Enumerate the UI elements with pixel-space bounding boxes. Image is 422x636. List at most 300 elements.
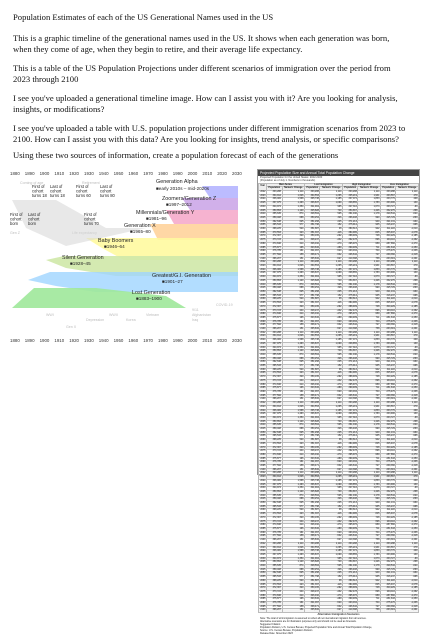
table-cell: 332,276 <box>380 350 395 354</box>
table-cell: 269,366 <box>380 465 395 469</box>
table-cell: -996 <box>396 365 419 369</box>
table-cell: 279 <box>396 476 419 480</box>
table-cell: 300,229 <box>380 446 395 450</box>
table-cell: 351,798 <box>305 505 320 509</box>
table-cell: -1,185 <box>396 516 419 520</box>
table-cell: 845 <box>358 583 381 587</box>
table-cell: 263,319 <box>380 328 395 332</box>
table-cell: -1,274 <box>396 594 419 598</box>
faint-label: Depression <box>86 318 105 322</box>
table-cell: 2080 <box>260 524 266 527</box>
table-cell: 337,072 <box>342 409 357 413</box>
axis-year-label: 1900 <box>39 338 50 343</box>
table-cell: -1,254 <box>396 316 419 320</box>
table-cell: -1,254 <box>396 387 419 391</box>
table-cell: 335,738 <box>305 479 320 483</box>
table-cell: 341,904 <box>305 205 320 209</box>
table-cell: 1,853 <box>358 479 381 483</box>
table-cell: 350,254 <box>305 357 320 361</box>
table-cell: -1,236 <box>396 602 419 606</box>
table-cell: 338,855 <box>342 483 357 487</box>
table-cell: 209 <box>396 409 419 413</box>
table-cell: 370,553 <box>267 372 282 376</box>
table-cell: -116 <box>320 372 343 376</box>
table-cell: 940 <box>358 361 381 365</box>
table-cell: 329,544 <box>380 213 395 217</box>
table-cell: 341,097 <box>305 250 320 254</box>
faint-label: Afghanistan <box>192 313 211 317</box>
generation-years: ■1928–45 <box>70 261 91 266</box>
table-cell: -527 <box>320 257 343 261</box>
table-cell: 711 <box>358 598 381 602</box>
table-cell: -1,201 <box>396 257 419 261</box>
table-cell: 1,099 <box>320 553 343 557</box>
table-cell: 410,398 <box>342 257 357 261</box>
table-cell: 337,975 <box>267 553 282 557</box>
table-cell: 333,288 <box>267 402 282 406</box>
table-cell: 2085 <box>260 457 266 460</box>
table-cell: 1,568 <box>282 268 305 272</box>
cohort-label: Last of cohort turns 80 <box>100 184 115 198</box>
table-cell: 366,408 <box>342 216 357 220</box>
table-cell: 348,247 <box>305 450 320 454</box>
table-cell: 403,034 <box>342 531 357 535</box>
table-cell: 392,478 <box>342 309 357 313</box>
table-cell: 263,319 <box>380 257 395 261</box>
table-cell: 2025 <box>260 413 266 416</box>
table-cell: 2085 <box>260 528 266 530</box>
table-cell: -996 <box>396 505 419 509</box>
table-cell: 874 <box>282 213 305 217</box>
table-cell: 375,877 <box>267 246 282 250</box>
table-cell: 2095 <box>260 324 266 327</box>
table-cell: 38 <box>320 439 343 443</box>
table-cell: 334,914 <box>267 265 282 269</box>
table-cell: 130 <box>396 342 419 346</box>
table-cell: -1,236 <box>396 461 419 465</box>
generation-name: Silent Generation <box>62 255 104 261</box>
table-cell: 748 <box>358 235 381 239</box>
table-cell: 361,040 <box>342 353 357 357</box>
table-cell: 332,276 <box>380 561 395 565</box>
table-cell: 2055 <box>260 224 266 227</box>
table-cell: -1,201 <box>396 539 419 543</box>
table-cell: -368 <box>396 209 419 213</box>
table-cell: 325,729 <box>380 428 395 432</box>
table-cell: 845 <box>358 231 381 235</box>
table-cell: 335,832 <box>305 257 320 261</box>
table-cell: 354,667 <box>342 420 357 424</box>
table-cell: 1,114 <box>282 331 305 335</box>
table-cell: 347,316 <box>342 276 357 280</box>
table-cell: 2090 <box>260 531 266 534</box>
table-cell: 1,114 <box>282 191 305 195</box>
table-cell: 344,974 <box>267 487 282 491</box>
table-cell: 2035 <box>260 561 266 564</box>
table-cell: 341,097 <box>305 531 320 535</box>
table-cell: -1,201 <box>396 468 419 472</box>
table-cell: -1,254 <box>396 528 419 532</box>
axis-year-label: 2010 <box>202 338 213 343</box>
table-cell: 874 <box>282 565 305 569</box>
table-cell: 348,564 <box>305 494 320 498</box>
table-cell: -292 <box>320 587 343 591</box>
table-cell: 351,268 <box>305 572 320 576</box>
table-cell: 337,975 <box>267 202 282 206</box>
table-cell: 2040 <box>260 283 266 286</box>
table-cell: 2100 <box>260 328 266 331</box>
faint-label: COVID-19 <box>216 303 233 307</box>
table-cell: 341,097 <box>305 320 320 324</box>
axis-year-label: 2020 <box>217 171 227 176</box>
table-cell: 320 <box>282 587 305 591</box>
table-cell: 2030 <box>260 416 266 419</box>
table-cell: -368 <box>396 420 419 424</box>
table-cell: -432 <box>320 590 343 594</box>
table-cell: -1,254 <box>396 246 419 250</box>
table-cell: 351,798 <box>305 435 320 439</box>
table-cell: 2085 <box>260 387 266 390</box>
table-cell: -527 <box>320 539 343 543</box>
table-cell: 748 <box>358 446 381 450</box>
table-cell: 2045 <box>260 287 266 290</box>
table-cell: 1,493 <box>282 413 305 417</box>
table-cell: 689 <box>358 383 381 387</box>
table-cell: 689 <box>358 313 381 317</box>
faint-label: WWII <box>109 313 118 317</box>
table-cell: 348,247 <box>305 379 320 383</box>
table-cell: 351,268 <box>305 431 320 435</box>
generation-years: ■early 2010s – mid-2020s <box>156 186 210 191</box>
table-cell: 350,853 <box>267 279 282 283</box>
table-cell: 275,476 <box>380 390 395 394</box>
table-cell: 348,564 <box>305 283 320 287</box>
table-cell: 696 <box>358 590 381 594</box>
table-cell: 1,178 <box>358 353 381 357</box>
table-cell: 245 <box>320 220 343 224</box>
table-cell: -116 <box>320 442 343 446</box>
faint-label: Coming of age <box>20 181 44 185</box>
table-cell: 505 <box>320 283 343 287</box>
table-cell: 1,185 <box>320 550 343 554</box>
table-cell: -1,201 <box>396 398 419 402</box>
table-cell: 214 <box>282 594 305 598</box>
table-cell: -1,254 <box>396 457 419 461</box>
table-cell: 333,776 <box>380 479 395 483</box>
table-cell: -489 <box>320 316 343 320</box>
table-cell: 354,667 <box>342 279 357 283</box>
table-cell: 2025 <box>260 483 266 486</box>
table-cell: 366,207 <box>267 539 282 543</box>
table-cell: -996 <box>396 224 419 228</box>
table-cell: 320 <box>282 446 305 450</box>
table-cell: 520 <box>282 298 305 302</box>
table-cell: 1,178 <box>358 565 381 569</box>
table-note: Source: U.S. Census Bureau, Population Division <box>260 629 313 633</box>
table-cell: 245 <box>320 431 343 435</box>
table-cell: 326 <box>320 287 343 291</box>
table-cell: 350,254 <box>305 216 320 220</box>
table-cell: 316,247 <box>380 576 395 580</box>
table-cell: 326 <box>320 498 343 502</box>
table-cell: 320 <box>282 376 305 380</box>
table-cell: -520 <box>320 250 343 254</box>
axis-year-label: 1880 <box>10 338 20 343</box>
table-cell: 423 <box>282 583 305 587</box>
table-cell: 279 <box>396 546 419 550</box>
table-cell: 1,354 <box>282 557 305 561</box>
table-cell: 505 <box>320 565 343 569</box>
table-cell: 1,853 <box>358 198 381 202</box>
table-cell: 294,116 <box>380 520 395 524</box>
table-cell: 335,832 <box>305 468 320 472</box>
table-cell: 395,976 <box>342 242 357 246</box>
table-cell: 727 <box>358 465 381 469</box>
table-cell: 345,828 <box>305 561 320 565</box>
table-cell: 335,219 <box>342 476 357 480</box>
table-cell: 281,643 <box>380 528 395 532</box>
timeline-axis-bottom <box>10 338 242 343</box>
table-cell: 375,877 <box>267 598 282 602</box>
table-cell: 305,947 <box>380 302 395 306</box>
table-cell: 2080 <box>260 594 266 597</box>
table-cell: 351,798 <box>305 294 320 298</box>
table-cell: 990 <box>358 357 381 361</box>
table-cell: 625 <box>282 502 305 506</box>
table-cell: 279 <box>396 265 419 269</box>
table-cell: 294,116 <box>380 239 395 243</box>
table-cell: 1,493 <box>282 483 305 487</box>
table-cell: 244 <box>282 520 305 524</box>
table-cell: 333,288 <box>380 402 395 406</box>
table-cell: 152 <box>320 435 343 439</box>
table-note: Suggested Citation: <box>260 623 281 627</box>
table-cell: 333,567 <box>380 335 395 339</box>
table-cell: 333,288 <box>342 542 357 546</box>
faint-label: Vietnam <box>146 313 160 317</box>
table-cell: 1,114 <box>282 402 305 406</box>
table-cell: 347,316 <box>342 557 357 561</box>
table-cell: -1,218 <box>396 394 419 398</box>
table-cell: 351,397 <box>305 302 320 306</box>
table-cell: 158 <box>282 535 305 539</box>
table-cell: 410,398 <box>342 539 357 543</box>
table-cell: 346,010 <box>305 313 320 317</box>
table-cell: 337,975 <box>267 342 282 346</box>
table-cell: 1,354 <box>282 276 305 280</box>
table-cell: 688 <box>282 568 305 572</box>
table-cell: -624 <box>396 565 419 569</box>
table-cell: 1,114 <box>358 191 381 195</box>
table-cell: 403,034 <box>342 461 357 465</box>
table-cell: 152 <box>320 294 343 298</box>
table-cell: -624 <box>396 353 419 357</box>
table-cell: 423 <box>282 231 305 235</box>
table-cell: -996 <box>396 576 419 580</box>
table-cell: 336,482 <box>267 550 282 554</box>
table-cell: -863 <box>396 568 419 572</box>
table-cell: 336,482 <box>267 198 282 202</box>
table-cell: 2022 <box>260 191 266 194</box>
table-cell: 1,114 <box>396 472 419 476</box>
table-cell: 1,114 <box>320 261 343 265</box>
table-cell: 196 <box>282 598 305 602</box>
table-cell: 922 <box>358 509 381 513</box>
table-cell: 2095 <box>260 465 266 468</box>
table-cell: -1,254 <box>396 598 419 602</box>
table-cell: 625 <box>282 431 305 435</box>
table-cell: 244 <box>282 239 305 243</box>
table-cell: -527 <box>320 398 343 402</box>
table-cell: 214 <box>282 383 305 387</box>
table-cell: 275,476 <box>380 250 395 254</box>
table-cell: 245 <box>320 291 343 295</box>
cohort-label: Last of cohort turns 18 <box>50 184 65 198</box>
table-cell: -474 <box>320 453 343 457</box>
table-cell: 151 <box>282 398 305 402</box>
table-cell: 281,643 <box>380 598 395 602</box>
table-cell: 335,219 <box>342 546 357 550</box>
table-cell: -624 <box>396 424 419 428</box>
generation-years: ■1997–2012 <box>166 202 192 207</box>
table-cell: 711 <box>358 528 381 532</box>
table-cell: -1,274 <box>396 524 419 528</box>
table-cell: 333,288 <box>305 472 320 476</box>
table-cell: 1,493 <box>282 342 305 346</box>
table-cell: -1,262 <box>396 239 419 243</box>
table-cell: -1,014 <box>396 298 419 302</box>
table-cell: 332,276 <box>380 420 395 424</box>
table-cell: 345,828 <box>305 209 320 213</box>
table-cell: 347,316 <box>342 205 357 209</box>
table-cell: 423 <box>282 302 305 306</box>
faint-label: 9/11 <box>192 308 199 312</box>
cohort-label: First of cohort turns 18 <box>32 184 47 198</box>
table-cell: 2075 <box>260 590 266 593</box>
table-cell: 2075 <box>260 239 266 242</box>
table-cell: 209 <box>396 479 419 483</box>
table-cell: 350,165 <box>305 516 320 520</box>
table-cell: 350,165 <box>305 235 320 239</box>
table-cell: 341,097 <box>305 602 320 606</box>
table-cell: 359,408 <box>267 357 282 361</box>
table-cell: -292 <box>320 516 343 520</box>
table-cell: 1,493 <box>282 553 305 557</box>
table-cell: 2030 <box>260 205 266 208</box>
table-cell: 922 <box>358 439 381 443</box>
table-cell: 758 <box>358 257 381 261</box>
table-cell: -1,236 <box>396 390 419 394</box>
table-cell: 2085 <box>260 598 266 601</box>
table-cell: 689 <box>358 524 381 528</box>
table-cell: 1,354 <box>282 205 305 209</box>
table-cell: 376,785 <box>267 320 282 324</box>
table-cell: 152 <box>320 505 343 509</box>
table-cell: 374,846 <box>267 594 282 598</box>
table-cell: 1,114 <box>396 191 419 195</box>
table-cell: 384,995 <box>342 231 357 235</box>
table-note: Alternative scenarios are for illustration purposes only and should not be used as forecasts. <box>260 620 357 624</box>
axis-year-label: 1940 <box>98 338 109 343</box>
table-cell: 704 <box>358 531 381 535</box>
table-cell: 347,316 <box>342 487 357 491</box>
table-cell: 161 <box>282 320 305 324</box>
table-cell: -532 <box>320 465 343 469</box>
table-subtitle-units: (Population as of July 1. Numbers in thousands) <box>260 179 316 183</box>
table-cell: -1,014 <box>396 509 419 513</box>
table-cell: 375,914 <box>342 505 357 509</box>
table-cell: 625 <box>282 361 305 365</box>
generation-years: ■1901–27 <box>162 279 183 284</box>
table-cell: 161 <box>282 602 305 606</box>
table-cell: 2075 <box>260 379 266 382</box>
table-cell: 940 <box>358 220 381 224</box>
table-cell: 1,853 <box>358 268 381 272</box>
table-cell: 384,995 <box>342 513 357 517</box>
table-cell: 1,114 <box>358 331 381 335</box>
axis-year-label: 1910 <box>54 338 65 343</box>
table-cell: 333,906 <box>380 413 395 417</box>
table-cell: 2065 <box>260 583 266 586</box>
table-cell: 348,247 <box>305 590 320 594</box>
table-cell: 380,613 <box>342 509 357 513</box>
table-cell: 355,635 <box>267 213 282 217</box>
table-cell: -63 <box>396 487 419 491</box>
table-cell: 384,995 <box>342 442 357 446</box>
table-cell: 336,482 <box>267 479 282 483</box>
table-cell: 940 <box>358 572 381 576</box>
table-cell: 365,533 <box>267 435 282 439</box>
table-cell: 1,426 <box>358 350 381 354</box>
table-cell: 336,837 <box>305 553 320 557</box>
table-cell: 347,316 <box>342 416 357 420</box>
table-cell: 326 <box>320 216 343 220</box>
table-cell: 399,489 <box>342 457 357 461</box>
table-cell: 935 <box>358 505 381 509</box>
table-cell: 965 <box>320 276 343 280</box>
generation-name: Lost Generation <box>132 290 171 296</box>
table-cell: 372,367 <box>267 587 282 591</box>
axis-year-label: 2000 <box>187 338 198 343</box>
table-cell: 377,592 <box>267 465 282 469</box>
table-cell: 337,975 <box>267 413 282 417</box>
table-cell: 152 <box>320 576 343 580</box>
table-cell: 1,185 <box>320 409 343 413</box>
table-cell: 321,131 <box>380 572 395 576</box>
table-cell: 351,397 <box>305 372 320 376</box>
table-cell: -863 <box>396 357 419 361</box>
table-cell: 333,776 <box>380 198 395 202</box>
table-cell: 158 <box>282 253 305 257</box>
table-cell: 355,635 <box>267 424 282 428</box>
table-cell: 1,673 <box>358 346 381 350</box>
axis-year-label: 2010 <box>202 171 213 176</box>
table-cell: 2025 <box>260 272 266 275</box>
generation-years: ■1946–64 <box>104 244 125 249</box>
table-cell: 1,114 <box>282 261 305 265</box>
table-cell: 380,613 <box>342 579 357 583</box>
table-cell: 940 <box>358 502 381 506</box>
table-cell: -863 <box>396 287 419 291</box>
table-cell: 696 <box>358 379 381 383</box>
table-cell: 2080 <box>260 242 266 245</box>
faint-label: Retirement <box>82 181 100 185</box>
generation-name: Baby Boomers <box>98 238 134 244</box>
table-cell: 311,222 <box>380 368 395 372</box>
table-cell: 333,727 <box>380 205 395 209</box>
table-cell: -527 <box>320 468 343 472</box>
table-cell: 374,846 <box>267 242 282 246</box>
